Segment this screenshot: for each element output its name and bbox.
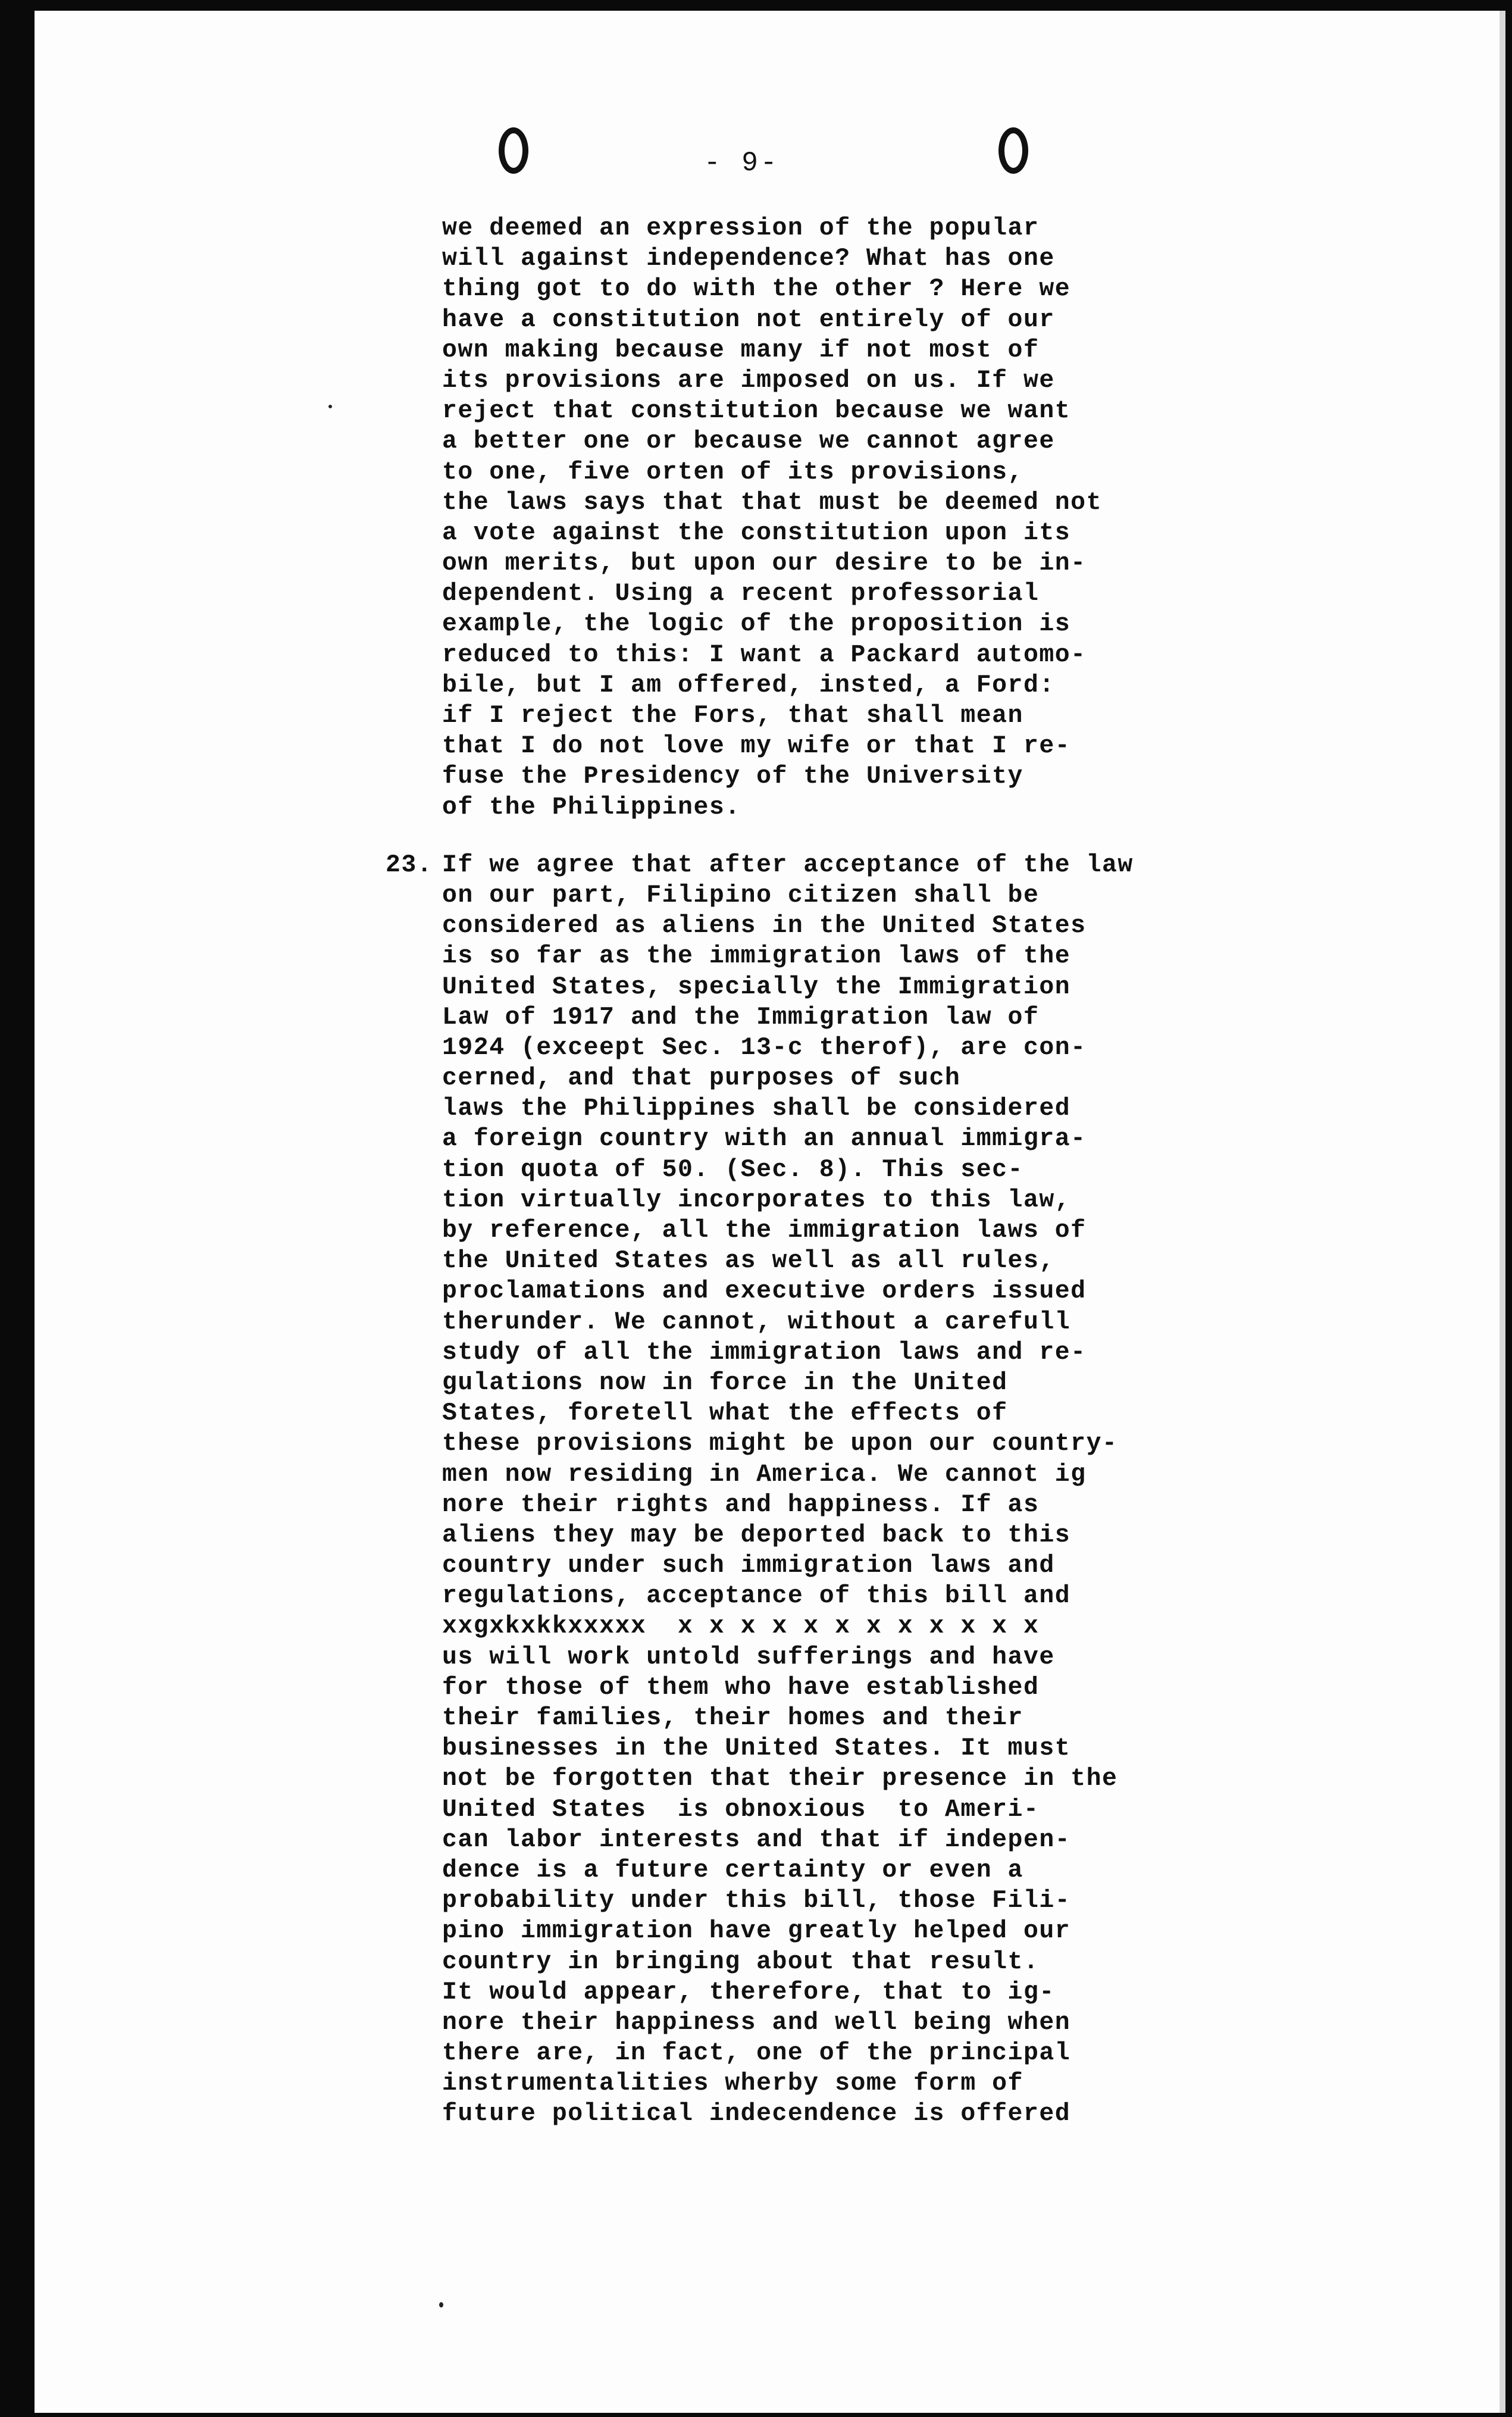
punch-hole-right [998, 127, 1028, 174]
text-line: study of all the immigration laws and re- [442, 1338, 1087, 1367]
text-line: not be forgotten that their presence in the [442, 1765, 1118, 1793]
text-line: United States, specially the Immigration [442, 973, 1071, 1001]
text-line: nore their happiness and well being when [442, 2008, 1071, 2037]
text-line: for those of them who have established [442, 1673, 1040, 1702]
text-line: gulations now in force in the United [442, 1368, 1008, 1397]
text-line: laws the Philippines shall be considered [442, 1095, 1071, 1123]
text-line: their families, their homes and their [442, 1704, 1023, 1732]
text-line: a foreign country with an annual immigra- [442, 1125, 1087, 1153]
text-line: own merits, but upon our desire to be in- [442, 549, 1087, 578]
text-line: probability under this bill, those Fili- [442, 1887, 1071, 1915]
text-line: future political indecendence is offered [442, 2100, 1071, 2128]
text-line: Law of 1917 and the Immigration law of [442, 1003, 1040, 1031]
text-line: businesses in the United States. It must [442, 1734, 1071, 1763]
text-line: men now residing in America. We cannot ig [442, 1460, 1087, 1489]
text-line: reject that constitution because we want [442, 397, 1071, 426]
punch-hole-left [499, 127, 528, 174]
text-line: can labor interests and that if indepen- [442, 1825, 1071, 1854]
text-line: we deemed an expression of the popular [442, 214, 1040, 242]
text-line: to one, five orten of its provisions, [442, 458, 1023, 486]
text-line: a vote against the constitution upon its [442, 518, 1071, 547]
text-line: considered as aliens in the United States [442, 912, 1087, 940]
paragraph-23-text [442, 850, 1275, 2130]
numbered-paragraph [386, 850, 1275, 2130]
text-line: country in bringing about that result. [442, 1947, 1040, 1976]
text-line: cerned, and that purposes of such [442, 1064, 961, 1093]
page-number: - 9- [704, 148, 780, 179]
text-line: a better one or because we cannot agree [442, 427, 1055, 456]
text-line: that I do not love my wife or that I re- [442, 732, 1071, 761]
text-line: instrumentalities wherby some form of [442, 2069, 1023, 2098]
text-line: own making because many if not most of [442, 336, 1040, 364]
paragraph-number: 23. [386, 851, 433, 879]
text-line: dence is a future certainty or even a [442, 1856, 1023, 1884]
paragraph-continued [442, 213, 1275, 823]
text-line: tion quota of 50. (Sec. 8). This sec- [442, 1155, 1023, 1184]
text-line: by reference, all the immigration laws of [442, 1217, 1087, 1245]
text-line: nore their rights and happiness. If as [442, 1490, 1040, 1519]
text-line: will against independence? What has one [442, 245, 1055, 273]
text-line: these provisions might be upon our country- [442, 1430, 1118, 1458]
text-line: fuse the Presidency of the University [442, 762, 1023, 791]
text-line: example, the logic of the proposition is [442, 610, 1071, 639]
text-line: there are, in fact, one of the principal [442, 2039, 1071, 2068]
text-line: States, foretell what the effects of [442, 1399, 1008, 1428]
text-line: us will work untold sufferings and have [442, 1643, 1055, 1671]
text-line: is so far as the immigration laws of the [442, 942, 1071, 971]
text-line: tion virtually incorporates to this law, [442, 1186, 1071, 1214]
text-line: on our part, Filipino citizen shall be [442, 881, 1040, 909]
text-line: United States is obnoxious to Ameri- [442, 1795, 1040, 1824]
ink-speck [328, 405, 332, 408]
body-text [386, 213, 1275, 2130]
text-line: the United States as well as all rules, [442, 1247, 1055, 1275]
text-line: 1924 (exceept Sec. 13-c therof), are con- [442, 1033, 1087, 1062]
text-line: if I reject the Fors, that shall mean [442, 702, 1023, 730]
text-line: reduced to this: I want a Packard automo- [442, 640, 1087, 669]
text-line: bile, but I am offered, insted, a Ford: [442, 671, 1055, 699]
text-line: If we agree that after acceptance of the law [442, 851, 1134, 879]
text-line: regulations, acceptance of this bill and [442, 1582, 1071, 1611]
text-line: It would appear, therefore, that to ig- [442, 1978, 1055, 2006]
text-line: pino immigration have greatly helped our [442, 1917, 1071, 1946]
text-line: xxgxkxkkxxxxx x x x x x x x x x x x x [442, 1612, 1040, 1641]
text-line: aliens they may be deported back to this [442, 1521, 1071, 1549]
text-line: thing got to do with the other ? Here we [442, 275, 1071, 304]
document-page [35, 11, 1505, 2413]
text-line: of the Philippines. [442, 793, 741, 821]
text-line: dependent. Using a recent professorial [442, 580, 1040, 608]
paragraph-gap [442, 823, 1275, 850]
text-line: have a constitution not entirely of our [442, 305, 1055, 334]
text-line: its provisions are imposed on us. If we [442, 366, 1055, 395]
text-line: country under such immigration laws and [442, 1552, 1055, 1580]
text-line: the laws says that that must be deemed not [442, 488, 1102, 517]
text-line: therunder. We cannot, without a carefull [442, 1308, 1071, 1336]
text-line: proclamations and executive orders issued [442, 1277, 1087, 1306]
ink-speck [439, 2302, 443, 2307]
